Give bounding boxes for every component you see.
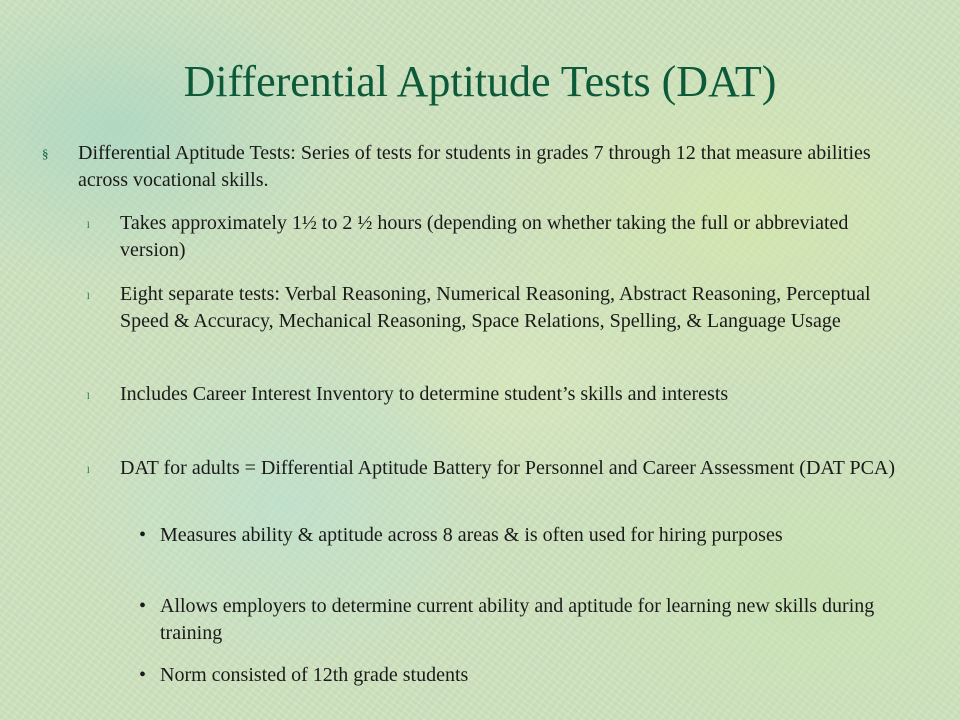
bullet-text: Differential Aptitude Tests: Series of tests for students in grades 7 through 12 that measure abilities across vocational skills. xyxy=(78,142,871,191)
bullet-norm xyxy=(139,662,910,689)
section-marker-icon: § xyxy=(42,146,49,161)
bullet-text: Allows employers to determine current ability and aptitude for learning new skills during training xyxy=(160,595,875,644)
dot-bullet-icon: • xyxy=(139,595,147,617)
bullet-text: Includes Career Interest Inventory to determine student’s skills and interests xyxy=(120,383,729,405)
bullet-text: DAT for adults = Differential Aptitude Battery for Personnel and Career Assessment (DAT PCA) xyxy=(120,457,896,479)
sub-bullet-icon: l xyxy=(87,391,90,401)
bullet-career-inventory xyxy=(87,381,910,408)
bullet-text: Takes approximately 1½ to 2 ½ hours (depending on whether taking the full or abbreviated version) xyxy=(120,212,849,261)
bullet-text: Measures ability & aptitude across 8 areas & is often used for hiring purposes xyxy=(160,524,783,546)
sub-bullet-icon: l xyxy=(87,291,90,301)
sub-bullet-icon: l xyxy=(87,465,90,475)
bullet-measures-ability xyxy=(139,522,910,549)
bullet-duration xyxy=(87,210,910,264)
dot-bullet-icon: • xyxy=(139,664,147,686)
bullet-text: Eight separate tests: Verbal Reasoning, Numerical Reasoning, Abstract Reasoning, Perceptual Speed & Accuracy, Mechanical Reasoning, Space Relations, Spelling, & Language Usage xyxy=(120,283,871,332)
bullet-employers xyxy=(139,593,910,647)
dot-bullet-icon: • xyxy=(139,524,147,546)
bullet-eight-tests xyxy=(87,281,910,335)
slide-title: Differential Aptitude Tests (DAT) xyxy=(183,57,777,106)
sub-bullet-icon: l xyxy=(87,220,90,230)
bullet-dat-adults xyxy=(87,455,910,482)
bullet-dat-definition xyxy=(42,140,908,194)
bullet-text: Norm consisted of 12th grade students xyxy=(160,664,469,686)
